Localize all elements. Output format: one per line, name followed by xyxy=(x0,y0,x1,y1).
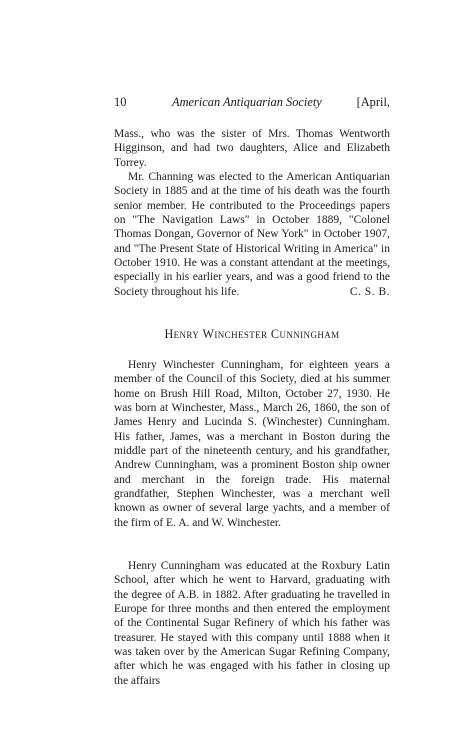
running-head xyxy=(114,95,390,115)
continued-paragraph xyxy=(114,127,390,170)
paragraph-text: Henry Cunningham was educated at the Roxbury Latin School, after which he went to Harvard, graduating with the degree of A.B. in 1882. After graduating he travelled in Europe for three months and then entered the employment of the Continental Sugar Refinery of which his father was treasurer. He stayed with this company until 1888 when it was taken over by the American Sugar Refining Company, after which he was engaged with his father in closing up the affairs xyxy=(114,560,390,687)
paragraph-text: Mr. Channing was elected to the American Antiquarian Society in 1885 and at the time of his death was the fourth senior member. He contributed to the Proceedings papers on "The Navigation Laws" in October 1889, "Colonel Thomas Dongan, Governor of New York" in October 1907, and "The Present State of Historical Writing in America" in October 1910. He was a constant attendant at the meetings, especially in his earlier years, and was a good friend to the Society throughout his life. xyxy=(114,171,390,298)
issue-label: [April, xyxy=(356,95,390,109)
paragraph-text: Mass., who was the sister of Mrs. Thomas Wentworth Higginson, and had two daughters, Alice and Elizabeth Torrey. xyxy=(114,128,390,169)
cunningham-paragraph-2 xyxy=(114,559,390,688)
page-number: 10 xyxy=(114,95,127,109)
paragraph-text: Henry Winchester Cunningham, for eighteen years a member of the Council of this Society, died at his summer home on Brush Hill Road, Milton, October 27, 1930. He was born at Winchester, Mass., March 26, 1860, the son of James Henry and Lucinda S. (Winchester) Cunningham. His father, James, was a merchant in Boston during the middle part of the nineteenth century, and his grandfather, Andrew Cunningham, was a prominent Boston ship owner and merchant in the foreign trade. His maternal grandfather, Stephen Winchester, was a merchant well known as owner of several large yachts, and a member of the firm of E. A. and W. Winchester. xyxy=(114,359,390,529)
section-heading: Henry Winchester Cunningham xyxy=(164,327,340,341)
author-signature: C. S. B. xyxy=(349,286,390,298)
channing-paragraph xyxy=(114,170,390,299)
cunningham-paragraph-1 xyxy=(114,358,390,530)
journal-title: American Antiquarian Society xyxy=(172,95,322,109)
